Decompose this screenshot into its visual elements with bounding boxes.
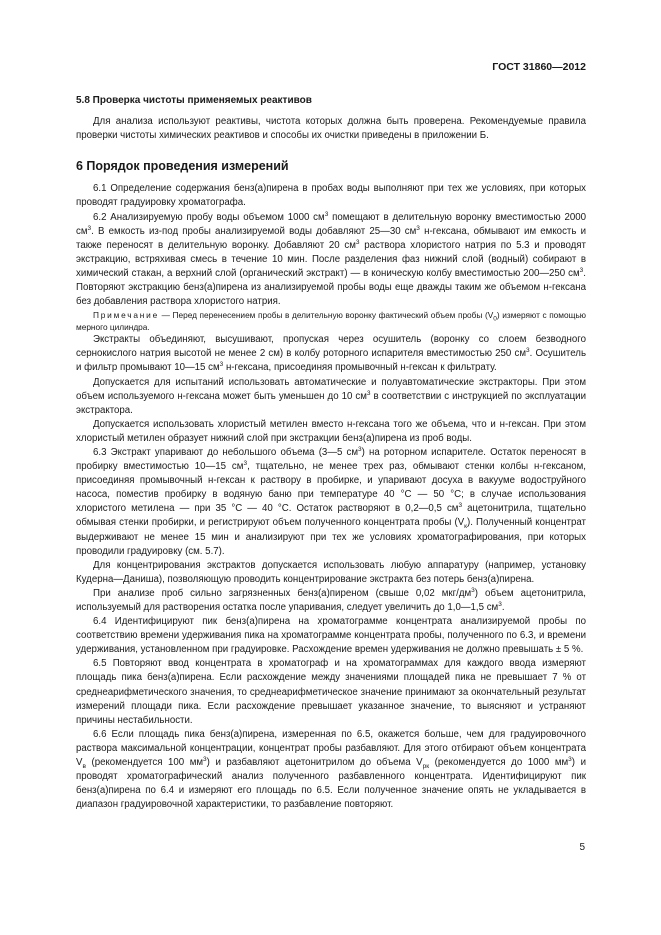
section-5-8-text: Для анализа используют реактивы, чистота которых должна быть проверена. Рекомендуемые правила проверки чистоты химических реактивов и способы их очистки приведены в приложении Б. xyxy=(76,116,586,142)
paragraph-6-1: 6.1 Определение содержания бенз(а)пирена в пробах воды выполняют при тех же условиях, при которых проводят градуировку хроматографа. xyxy=(76,183,586,209)
paragraph-6-5: 6.5 Повторяют ввод концентрата в хроматограф и на хроматограммах для каждого ввода измеряют площадь пика бенз(а)пирена. Если расхождение между значениями площадей пика не превышает 7 % от среднеарифметического значения, то среднеарифметическое значение принимают за окончательный результат измерений площади пика. Если расхождение превышает указанное значение, то выясняют и устраняют причины нестабильности. xyxy=(76,658,586,726)
page-number: 5 xyxy=(579,842,585,853)
paragraph-automatic-extractors: Допускается для испытаний использовать автоматические и полуавтоматические экстракторы. При этом объем используемого н-гексана может быть уменьшен до 10 $см^3$ в соответствии с инструкцией по эксплуатации экстрактора. xyxy=(76,376,586,416)
section-6-heading: 6 Порядок проведения измерений xyxy=(76,159,289,174)
page-content xyxy=(76,94,586,812)
paragraph-apparatus: Для концентрирования экстрактов допускается использовать любую аппаратуру (например, установку Кудерна—Даниша), позволяющую проводить концентрирование экстракта без потерь бенз(а)пирена. xyxy=(76,559,586,585)
paragraph-polluted-samples: При анализе проб сильно загрязненных бенз(а)пиреном (свыше 0,02 мкг/$дм^3$) объем ацетонитрила, используемый для растворения остатка после упаривания, следует увеличить до 1,0—1,5 $см^3$. xyxy=(76,586,586,613)
note-label: Примечание xyxy=(93,310,160,321)
section-5-8-heading: 5.8 Проверка чистоты применяемых реактивов xyxy=(76,95,312,106)
note-sample-volume: Примечание — Перед перенесением пробы в делительную воронку фактический объем пробы $(V_0)$ измеряют с помощью мерного цилиндра. xyxy=(76,310,586,333)
paragraph-6-3: 6.3 Экстракт упаривают до небольшого объема (3—5 $см^3$) на роторном испарителе. Остаток переносят в пробирку вместимостью 10—15 $см^3$, тщательно, не менее трех раз, обмывают стенки колбы н-гексаном, присоединяя промывочный н-гексан к раствору в пробирке, и упаривают досуха в вакууме водоструйного насоса, поместив пробирку в водяную баню при температуре 40 °С — 50 °С; в случае использования хлористого метилена — при 35 °С — 40 °С. Остаток растворяют в 0,2—0,5 $см^3$ ацетонитрила, тщательно обмывая стенки пробирки, и регистрируют объем полученного концентрата пробы $(V_к)$. Полученный концентрат выдерживают не менее 15 мин и анализируют при тех же условиях хроматографирования, при которых проводили градуировку (см. 5.7). xyxy=(76,445,587,557)
paragraph-extracts: Экстракты объединяют, высушивают, пропуская через осушитель (воронку со слоем безводного сернокислого натрия высотой не менее 2 см) в колбу роторного испарителя вместимостью 250 $см^3$. Осушитель и фильтр промывают 10—15 $см^3$ н-гексана, присоединяя промывочный н-гексан к фильтрату. xyxy=(76,334,586,374)
document-id-header: ГОСТ 31860—2012 xyxy=(492,61,586,73)
paragraph-6-4: 6.4 Идентифицируют пик бенз(а)пирена на хроматограмме концентрата анализируемой пробы по соответствию времени удерживания пика на хроматограмме концентрата пробы, полученного по 6.3, и времени удерживания, установленном при градуировке. Расхождение времен удерживания не должно превышать ± 5 %. xyxy=(76,616,586,656)
paragraph-methylene-chloride: Допускается использовать хлористый метилен вместо н-гексана того же объема, что и н-гексан. При этом хлористый метилен образует нижний слой при экстракции бенз(а)пирена из проб воды. xyxy=(76,418,586,444)
paragraph-6-2: 6.2 Анализируемую пробу воды объемом 1000 $см^3$ помещают в делительную воронку вместимостью 2000 $см^3$. В емкость из-под пробы анализируемой воды добавляют 25—30 $см^3$ н-гексана, обмывают им емкость и также переносят в делительную воронку. Добавляют 20 $см^3$ раствора хлористого натрия по 5.3 и проводят экстракцию, встряхивая смесь в течение 10 мин. После разделения фаз нижний слой (водный) собирают в химический стакан, а верхний слой (органический экстракт) — в коническую колбу вместимостью 200—250 $см^3$. Повторяют экстракцию бенз(а)пирена из анализируемой пробы воды еще дважды таким же объемом н-гексана без добавления раствора хлористого натрия. xyxy=(76,210,586,308)
paragraph-6-6: 6.6 Если площадь пика бенз(а)пирена, измеренная по 6.5, окажется больше, чем для градуировочного раствора максимальной концентрации, концентрат пробы разбавляют. Для этого отбирают объем концентрата $V_в$ (рекомендуется 100 $мм^3$) и разбавляют ацетонитрилом до объема $V_{рк}$ (рекомендуется до 1000 $мм^3$) и проводят хроматографический анализ полученного разбавленного концентрата. Идентифицируют пик бенз(а)пирена по 6.4 и измеряют его площадь по 6.5. Если полученное значение опять не укладывается в диапазон градуировочной характеристики, то разбавление повторяют. xyxy=(76,728,586,811)
